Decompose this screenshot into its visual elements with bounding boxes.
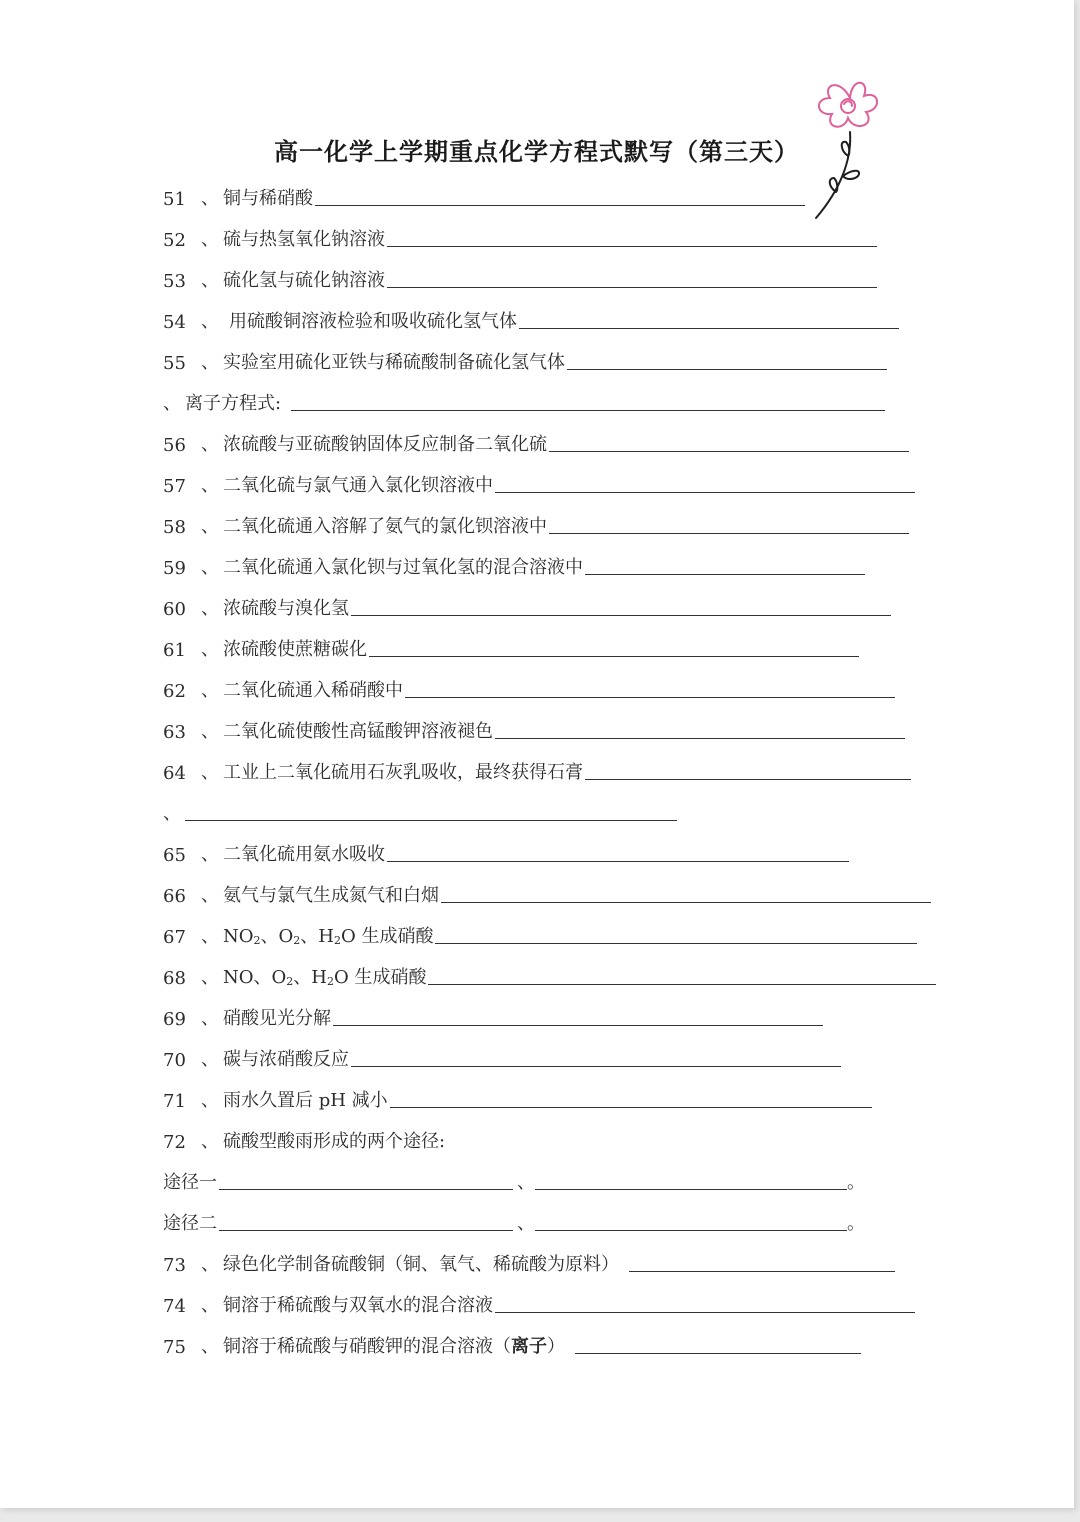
separator: 、 [201, 721, 219, 742]
answer-blank-2[interactable] [535, 1230, 847, 1231]
ionic-equation-line [163, 385, 885, 415]
route-two [163, 1205, 865, 1235]
question-63 [163, 713, 905, 743]
question-52 [163, 221, 877, 251]
question-number: 55 [163, 353, 186, 374]
separator: 、 [201, 1336, 219, 1357]
question-number: 54 [163, 312, 186, 333]
question-74 [163, 1287, 915, 1317]
question-number: 75 [163, 1337, 186, 1358]
answer-blank[interactable] [549, 533, 909, 534]
question-prompt: 硝酸见光分解 [223, 1008, 331, 1029]
separator: 、 [201, 680, 219, 701]
question-prompt: 二氧化硫通入稀硝酸中 [223, 680, 403, 701]
separator: 、 [201, 639, 219, 660]
question-prompt: 浓硫酸使蔗糖碳化 [223, 639, 367, 660]
separator: 、 [201, 926, 219, 947]
separator: 、 [163, 803, 181, 824]
question-73 [163, 1246, 895, 1276]
question-58 [163, 508, 909, 538]
answer-blank[interactable] [495, 738, 905, 739]
formula-no: NO [223, 967, 254, 988]
separator: 、 [201, 1049, 219, 1070]
answer-blank[interactable] [315, 205, 805, 206]
question-prompt: 铜溶于稀硫酸与双氧水的混合溶液 [223, 1295, 493, 1316]
separator: 、 [201, 598, 219, 619]
answer-blank[interactable] [629, 1271, 895, 1272]
answer-blank[interactable] [333, 1025, 823, 1026]
question-number: 61 [163, 640, 186, 661]
question-number: 57 [163, 476, 186, 497]
separator: 、 [163, 393, 181, 414]
question-68 [163, 959, 936, 989]
route-one [163, 1164, 865, 1194]
question-number: 67 [163, 927, 186, 948]
question-number: 64 [163, 763, 186, 784]
answer-blank[interactable] [549, 451, 909, 452]
answer-blank[interactable] [185, 820, 677, 821]
separator: 、 [201, 352, 219, 373]
separator: 、 [201, 516, 219, 537]
separator: 、 [201, 1295, 219, 1316]
question-prompt: 硫化氢与硫化钠溶液 [223, 270, 385, 291]
question-number: 69 [163, 1009, 186, 1030]
flower-doodle [810, 70, 890, 220]
answer-blank[interactable] [495, 492, 915, 493]
question-prompt: NO、$O_2$、$H_2O$ 生成硝酸 [223, 967, 427, 988]
ionic-emphasis: 离子 [511, 1336, 547, 1357]
answer-blank[interactable] [291, 410, 885, 411]
route-label: 途径二 [163, 1213, 217, 1234]
question-prompt: 浓硫酸与溴化氢 [223, 598, 349, 619]
answer-blank-1[interactable] [219, 1230, 513, 1231]
question-number: 72 [163, 1132, 186, 1153]
answer-blank[interactable] [369, 656, 859, 657]
question-64 [163, 754, 911, 784]
question-54 [163, 303, 899, 333]
separator: 、 [201, 885, 219, 906]
question-66 [163, 877, 931, 907]
question-72 [163, 1123, 447, 1153]
question-69 [163, 1000, 823, 1030]
question-number: 52 [163, 230, 186, 251]
answer-blank[interactable] [351, 615, 891, 616]
formula-h2o: $H_2O$ [311, 967, 349, 988]
question-prompt: 浓硫酸与亚硫酸钠固体反应制备二氧化硫 [223, 434, 547, 455]
separator: 、 [201, 1090, 219, 1111]
question-62 [163, 672, 895, 702]
answer-blank[interactable] [387, 287, 877, 288]
question-70 [163, 1041, 841, 1071]
question-number: 74 [163, 1296, 186, 1317]
answer-blank-1[interactable] [219, 1189, 513, 1190]
answer-blank[interactable] [387, 861, 849, 862]
question-55 [163, 344, 887, 374]
question-prompt: 二氧化硫与氯气通入氯化钡溶液中 [223, 475, 493, 496]
answer-blank[interactable] [428, 984, 936, 985]
question-number: 66 [163, 886, 186, 907]
answer-blank[interactable] [585, 779, 911, 780]
formula-o2: $O_2$ [271, 967, 294, 988]
question-57 [163, 467, 915, 497]
question-number: 65 [163, 845, 186, 866]
answer-blank[interactable] [441, 902, 931, 903]
answer-blank[interactable] [585, 574, 865, 575]
question-prompt: $NO_2$、$O_2$、$H_2O$ 生成硝酸 [223, 926, 434, 947]
question-prompt: 二氧化硫通入溶解了氨气的氯化钡溶液中 [223, 516, 547, 537]
question-prompt: 雨水久置后 pH 减小 [223, 1090, 388, 1111]
formula-h2o: $H_2O$ [318, 926, 356, 947]
period: 。 [847, 1172, 865, 1193]
separator: 、 [201, 270, 219, 291]
question-59 [163, 549, 865, 579]
question-prompt: 二氧化硫通入氯化钡与过氧化氢的混合溶液中 [223, 557, 583, 578]
question-number: 59 [163, 558, 186, 579]
answer-blank[interactable] [567, 369, 887, 370]
question-56 [163, 426, 909, 456]
answer-blank-2[interactable] [535, 1189, 847, 1190]
period: 。 [847, 1213, 865, 1234]
question-prompt: 硫酸型酸雨形成的两个途径: [223, 1131, 446, 1152]
question-number: 70 [163, 1050, 186, 1071]
question-75 [163, 1328, 861, 1358]
answer-blank[interactable] [390, 1107, 872, 1108]
question-prompt: 用硫酸铜溶液检验和吸收硫化氢气体 [229, 311, 517, 332]
separator: 、 [201, 1254, 219, 1275]
question-number: 53 [163, 271, 186, 292]
page-title: 高一化学上学期重点化学方程式默写（第三天） [274, 138, 799, 166]
question-53 [163, 262, 877, 292]
question-prompt: 二氧化硫使酸性高锰酸钾溶液褪色 [223, 721, 493, 742]
question-prompt: 二氧化硫用氨水吸收 [223, 844, 385, 865]
question-number: 60 [163, 599, 186, 620]
answer-blank[interactable] [495, 1312, 915, 1313]
question-64-continuation [163, 795, 677, 825]
answer-blank[interactable] [405, 697, 895, 698]
separator: 、 [201, 434, 219, 455]
question-prompt: 绿色化学制备硫酸铜（铜、氧气、稀硫酸为原料） [223, 1254, 619, 1275]
question-number: 56 [163, 435, 186, 456]
question-71 [163, 1082, 872, 1112]
question-number: 63 [163, 722, 186, 743]
separator: 、 [517, 1213, 535, 1234]
separator: 、 [201, 1008, 219, 1029]
question-number: 51 [163, 189, 186, 210]
question-prompt: 实验室用硫化亚铁与稀硫酸制备硫化氢气体 [223, 352, 565, 373]
separator: 、 [201, 229, 219, 250]
question-number: 73 [163, 1255, 186, 1276]
question-65 [163, 836, 849, 866]
route-label: 途径一 [163, 1172, 217, 1193]
question-67 [163, 918, 917, 948]
question-61 [163, 631, 859, 661]
question-prompt: 碳与浓硝酸反应 [223, 1049, 349, 1070]
separator: 、 [201, 188, 219, 209]
question-number: 62 [163, 681, 186, 702]
separator: 、 [201, 475, 219, 496]
answer-blank[interactable] [351, 1066, 841, 1067]
question-prompt: 铜与稀硝酸 [223, 188, 313, 209]
answer-blank[interactable] [387, 246, 877, 247]
question-51 [163, 180, 805, 210]
question-number: 58 [163, 517, 186, 538]
question-prompt: 氨气与氯气生成氮气和白烟 [223, 885, 439, 906]
separator: 、 [201, 557, 219, 578]
answer-blank[interactable] [519, 328, 899, 329]
answer-blank[interactable] [435, 943, 917, 944]
separator: 、 [201, 1131, 219, 1152]
formula-no2: $NO_2$ [223, 926, 261, 947]
separator: 、 [201, 311, 219, 332]
question-number: 68 [163, 968, 186, 989]
answer-blank[interactable] [575, 1353, 861, 1354]
formula-o2: $O_2$ [278, 926, 301, 947]
question-prompt: 硫与热氢氧化钠溶液 [223, 229, 385, 250]
separator: 、 [201, 844, 219, 865]
question-60 [163, 590, 891, 620]
separator: 、 [517, 1172, 535, 1193]
separator: 、 [201, 967, 219, 988]
separator: 、 [201, 762, 219, 783]
question-prompt: 铜溶于稀硫酸与硝酸钾的混合溶液（离子） [223, 1336, 565, 1357]
question-number: 71 [163, 1091, 186, 1112]
question-prompt: 工业上二氧化硫用石灰乳吸收，最终获得石膏 [223, 762, 583, 783]
question-prompt: 离子方程式: [185, 393, 282, 414]
